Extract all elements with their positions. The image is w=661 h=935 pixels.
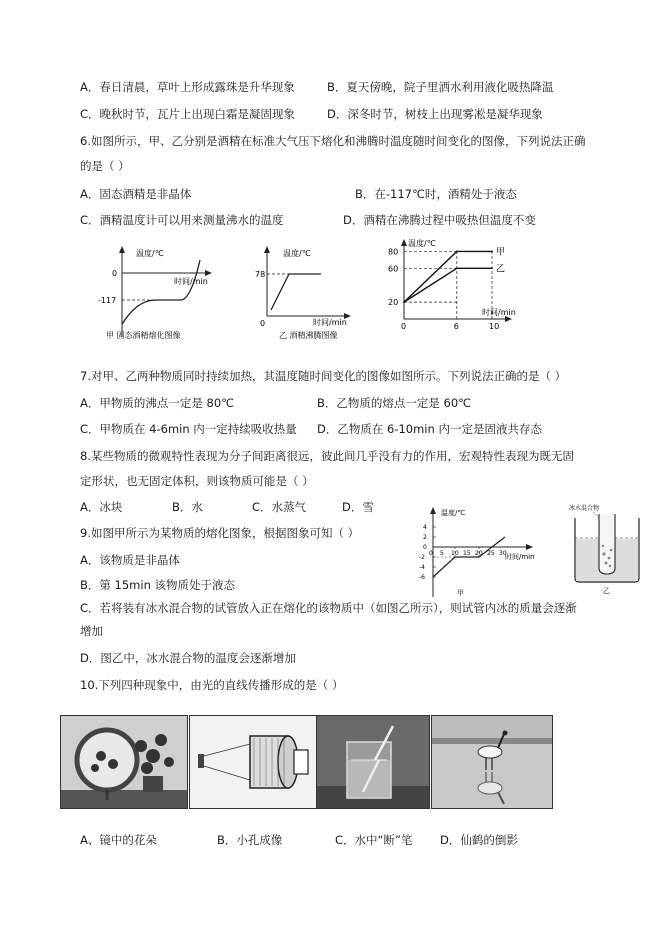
photo-pinhole-camera bbox=[189, 715, 317, 809]
q9-fig-xlabel: 时间/min bbox=[505, 553, 535, 561]
fig2-tick-78: 78 bbox=[255, 270, 266, 279]
q9-xtick: 10 bbox=[451, 550, 459, 557]
q9-ytick: -4 bbox=[419, 564, 425, 571]
q9-option-d: D．图乙中，冰水混合物的温度会逐渐增加 bbox=[80, 651, 296, 665]
q6-option-c: C．酒精温度计可以用来测量沸水的温度 bbox=[80, 213, 284, 227]
q9-fig-ylabel: 温度/℃ bbox=[441, 509, 466, 517]
q7-stem: 7.对甲、乙两种物质同时持续加热，其温度随时间变化的图像如图所示。下列说法正确的是（ ） bbox=[80, 369, 567, 383]
q9-option-b: B．第 15min 该物质处于液态 bbox=[80, 578, 236, 592]
q9-stem: 9.如图甲所示为某物质的熔化图象，根据图象可知（ ） bbox=[80, 526, 360, 540]
q8-stem-line1: 8.某些物质的微观特性表现为分子间距离很远，彼此间几乎没有力的作用，宏观特性表现为既无固 bbox=[80, 449, 574, 463]
q7-option-c: C．甲物质在 4-6min 内一定持续吸收热量 bbox=[80, 422, 297, 436]
q7-y-tick: 80 bbox=[388, 247, 399, 257]
q9-xtick: 15 bbox=[463, 550, 471, 557]
q9-xtick: 5 bbox=[440, 550, 444, 557]
q9-xtick: 0 bbox=[429, 550, 433, 557]
q9-ytick: 4 bbox=[423, 524, 427, 531]
q9-ytick: 0 bbox=[423, 544, 427, 551]
fig2-origin: 0 bbox=[260, 319, 266, 328]
q9-figure-jia bbox=[405, 503, 540, 603]
q7-series-label: 甲 bbox=[496, 247, 506, 258]
fig2-ylabel: 温度/℃ bbox=[283, 249, 311, 258]
q7-point bbox=[456, 251, 458, 253]
q6-stem-line1: 6.如图所示，甲、乙分别是酒精在标准大气压下熔化和沸腾时温度随时间变化的图像，下列说法正确 bbox=[80, 134, 586, 148]
q7-series-label: 乙 bbox=[496, 264, 506, 275]
q9-ytick: 2 bbox=[423, 534, 427, 541]
fig1-xlabel: 时间/min bbox=[174, 277, 208, 286]
q7-ylabel: 温度/℃ bbox=[408, 239, 436, 248]
q5-option-d: D．深冬时节，树枝上出现雾凇是凝华现象 bbox=[327, 107, 543, 121]
q9-yi-label: 冰水混合物 bbox=[569, 505, 600, 512]
q9-option-c-line2: 增加 bbox=[80, 624, 103, 638]
q6-option-b: B．在-117℃时，酒精处于液态 bbox=[355, 187, 517, 201]
q6-stem-line2: 的是（ ） bbox=[80, 159, 130, 173]
q6-figure-boiling bbox=[251, 242, 366, 344]
q8-option-c: C．水蒸气 bbox=[252, 500, 307, 514]
q10-option-c: C．水中“断”笔 bbox=[335, 833, 413, 847]
q7-point bbox=[491, 267, 493, 269]
q9-fig-caption: 甲 bbox=[457, 589, 464, 597]
q6-option-d: D．酒精在沸腾过程中吸热但温度不变 bbox=[343, 213, 536, 227]
q9-option-c-line1: C．若将装有冰水混合物的试管放入正在熔化的该物质中（如图乙所示），则试管内冰的质量会逐渐 bbox=[80, 601, 577, 615]
q7-chart bbox=[388, 237, 528, 339]
q7-y-arrow bbox=[401, 239, 407, 246]
q7-series-jia bbox=[404, 251, 492, 302]
q5-option-b: B．夏天傍晚，院子里洒水利用液化吸热降温 bbox=[327, 80, 554, 94]
q8-option-a: A．冰块 bbox=[80, 500, 123, 514]
q7-y-tick: 60 bbox=[388, 264, 399, 274]
q7-option-a: A．甲物质的沸点一定是 80℃ bbox=[80, 396, 235, 410]
q10-option-d: D．仙鹤的倒影 bbox=[440, 833, 518, 847]
q7-option-b: B．乙物质的熔点一定是 60℃ bbox=[317, 396, 472, 410]
q10-stem: 10.下列四种现象中，由光的直线传播形成的是（ ） bbox=[80, 678, 344, 692]
photo-broken-pencil bbox=[316, 715, 430, 809]
q7-y-tick: 20 bbox=[388, 298, 399, 308]
q9-figure-yi bbox=[563, 498, 651, 596]
fig1-caption: 甲 固态酒精熔化图像 bbox=[106, 331, 181, 340]
q7-point bbox=[491, 251, 493, 253]
q9-xtick: 30 bbox=[499, 550, 507, 557]
q8-stem-line2: 定形状，也无固定体积，则该物质可能是（ ） bbox=[80, 474, 314, 488]
q5-option-a: A．春日清晨，草叶上形成露珠是升华现象 bbox=[80, 80, 295, 94]
q8-option-b: B．水 bbox=[172, 500, 203, 514]
q9-xtick: 25 bbox=[487, 550, 495, 557]
q7-x-tick: 10 bbox=[489, 322, 500, 331]
q7-option-d: D．乙物质在 6-10min 内一定是固液共存态 bbox=[317, 422, 542, 436]
q10-option-a: A、镜中的花朵 bbox=[80, 833, 157, 847]
q7-series-yi bbox=[404, 268, 492, 302]
q9-yi-caption: 乙 bbox=[603, 587, 610, 595]
q7-xlabel: 时间/min bbox=[482, 308, 516, 317]
fig1-tick-minus117: -117 bbox=[98, 296, 117, 305]
fig2-caption: 乙 酒精沸腾图像 bbox=[279, 331, 338, 340]
q10-option-b: B．小孔成像 bbox=[217, 833, 283, 847]
q9-ytick: -6 bbox=[419, 574, 425, 581]
fig1-ylabel: 温度/℃ bbox=[136, 249, 164, 258]
q9-option-a: A．该物质是非晶体 bbox=[80, 553, 180, 567]
q7-x-tick: 6 bbox=[453, 322, 459, 331]
q9-ytick: -2 bbox=[419, 554, 425, 561]
q7-point bbox=[456, 267, 458, 269]
q6-figure-melting bbox=[92, 242, 227, 344]
q5-option-c: C．晚秋时节，瓦片上出现白霜是凝固现象 bbox=[80, 107, 296, 121]
fig1-tick-0: 0 bbox=[112, 269, 118, 278]
q7-point bbox=[403, 301, 405, 303]
fig2-xlabel: 时间/min bbox=[313, 318, 347, 327]
q9-xtick: 20 bbox=[475, 550, 483, 557]
test-tube-icon bbox=[599, 514, 615, 574]
q7-x-tick: 0 bbox=[401, 322, 407, 331]
q6-option-a: A．固态酒精是非晶体 bbox=[80, 187, 192, 201]
photo-mirror-flowers bbox=[60, 715, 188, 809]
photo-crane-reflection bbox=[431, 715, 553, 809]
q8-option-d: D．雪 bbox=[342, 500, 374, 514]
